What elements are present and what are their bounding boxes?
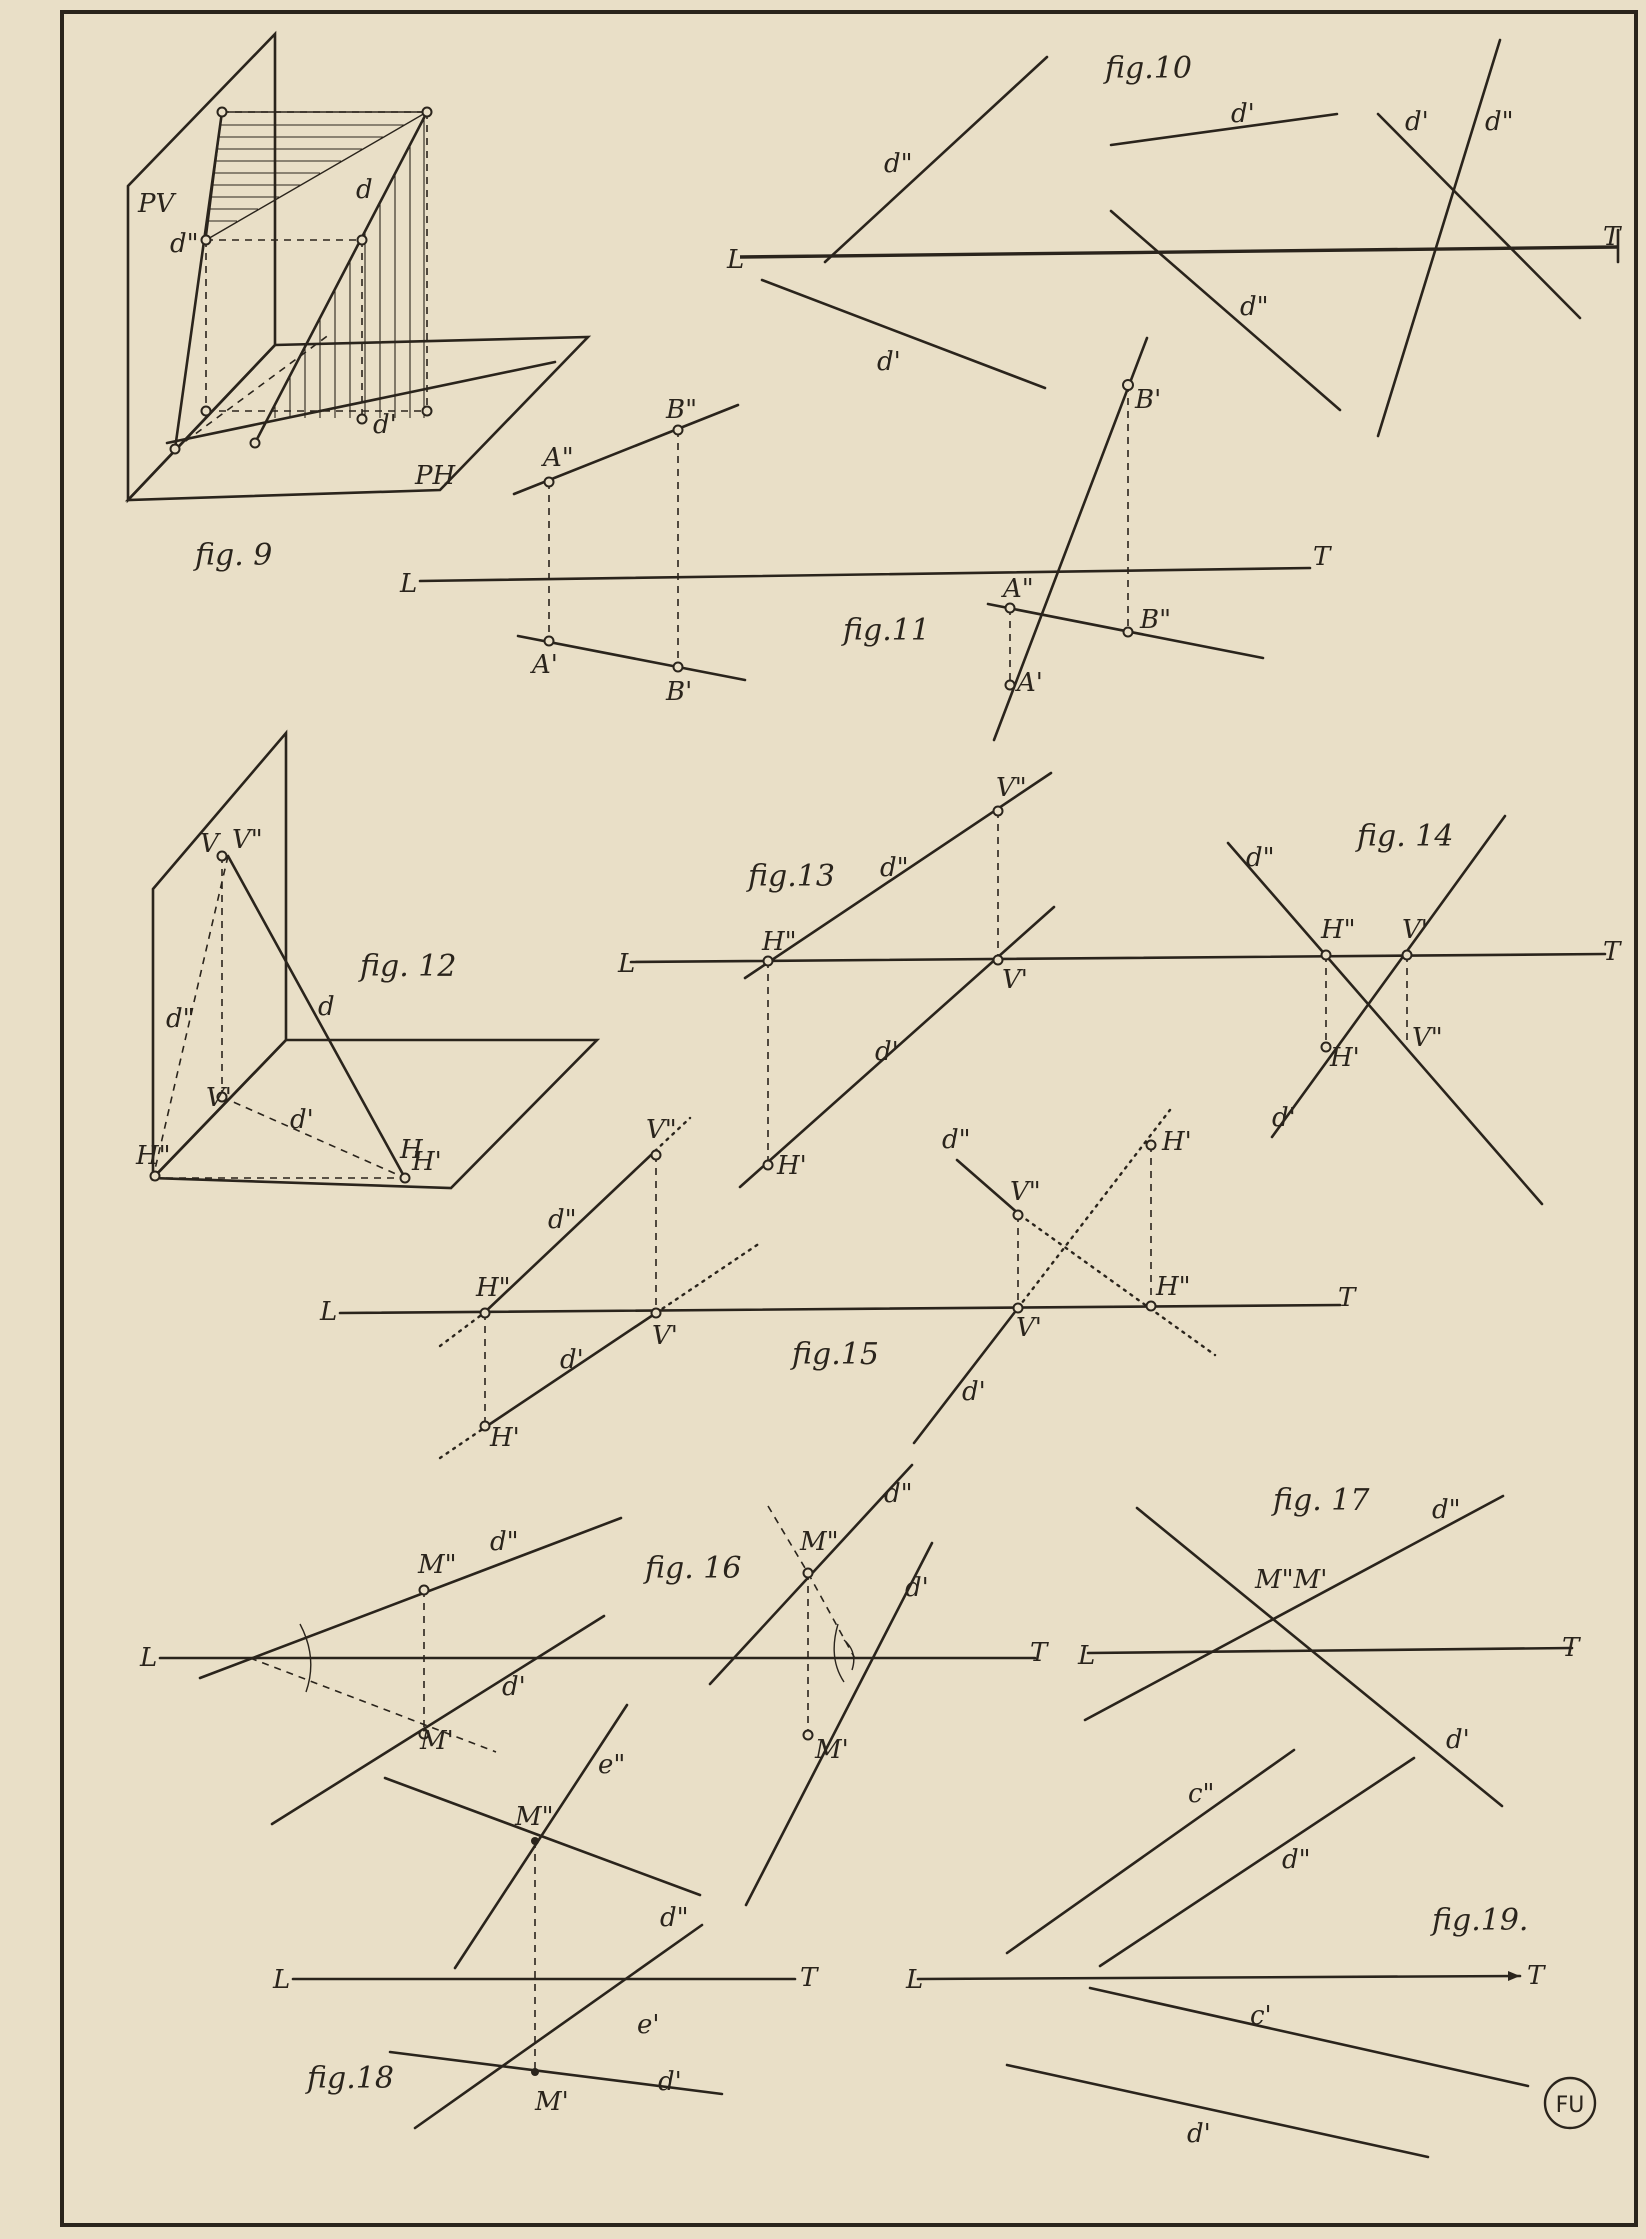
fig9-pv-label: PV xyxy=(138,189,175,219)
fig16-M1a: M' xyxy=(420,1726,454,1756)
fig14-V2: V" xyxy=(1412,1023,1443,1053)
fig17-d2: d" xyxy=(1432,1495,1461,1525)
fig18-d1: d' xyxy=(658,2067,682,2097)
fig9-d1-label: d' xyxy=(373,410,397,440)
fig19-d1: d' xyxy=(1187,2119,1211,2149)
fig9-d-label: d xyxy=(356,175,373,205)
fig11-caption: fig.11 xyxy=(843,613,930,648)
fig15-L: L xyxy=(320,1297,338,1327)
fig11-A1: A' xyxy=(532,650,558,680)
fig18-M1: M' xyxy=(535,2087,569,2117)
fig17-L: L xyxy=(1078,1641,1096,1671)
fig10-d1c: d' xyxy=(1405,107,1429,137)
fig12-V2: V" xyxy=(232,825,263,855)
fig15-V2b: V" xyxy=(1010,1177,1041,1207)
fig15-V1a: V' xyxy=(652,1321,678,1351)
fig15-H2b: H" xyxy=(1156,1272,1191,1302)
fig13-caption: fig.13 xyxy=(748,859,835,894)
fig15-d2a: d" xyxy=(548,1205,577,1235)
fig12-H1: H' xyxy=(412,1147,442,1177)
fig10-d1a: d' xyxy=(877,347,901,377)
fig11-B1: B' xyxy=(666,677,693,707)
fig18-L: L xyxy=(273,1965,291,1995)
fig10-d2a: d" xyxy=(884,149,913,179)
fig14-H2: H" xyxy=(1321,915,1356,945)
fig13-V2: V" xyxy=(996,773,1027,803)
fig14-H1: H' xyxy=(1330,1043,1360,1073)
fig16-M1b: M' xyxy=(815,1735,849,1765)
fig19-T: T xyxy=(1527,1961,1545,1991)
fig10-T: T xyxy=(1603,222,1621,252)
fig19-caption: fig.19. xyxy=(1432,1903,1529,1938)
fig14-d1: d' xyxy=(1272,1103,1296,1133)
fig9-caption: fig. 9 xyxy=(195,538,273,573)
fig18-T: T xyxy=(800,1963,818,1993)
fig17-M: M"M' xyxy=(1255,1565,1328,1595)
fig13-V1: V' xyxy=(1002,965,1028,995)
fig15-V1b: V' xyxy=(1016,1313,1042,1343)
fig11-A2: A" xyxy=(543,443,574,473)
fig18-d2: d" xyxy=(660,1903,689,1933)
fig15-d1a: d' xyxy=(560,1345,584,1375)
fig15-H2a: H" xyxy=(476,1273,511,1303)
fig16-L: L xyxy=(140,1643,158,1673)
fig13-H1: H' xyxy=(777,1151,807,1181)
fig19-d2: d" xyxy=(1282,1845,1311,1875)
fig19-L: L xyxy=(906,1965,924,1995)
fig13-L: L xyxy=(618,949,636,979)
fig13-d1: d' xyxy=(875,1037,899,1067)
fig16-d1a: d' xyxy=(502,1672,526,1702)
fig18-e2: e" xyxy=(598,1750,626,1780)
fig12-V1: V' xyxy=(206,1083,232,1113)
fig19-c1: c' xyxy=(1250,2001,1272,2031)
fig12-d1: d' xyxy=(290,1105,314,1135)
fig15-H1a: H' xyxy=(490,1423,520,1453)
fig18-M2: M" xyxy=(515,1802,554,1832)
fig18-e1: e' xyxy=(637,2010,660,2040)
fig11-A2b: A" xyxy=(1003,574,1034,604)
fig11-B1b: B' xyxy=(1135,385,1162,415)
monogram-text: FU xyxy=(1555,2093,1585,2118)
fig10-d1b: d' xyxy=(1231,99,1255,129)
fig13-H2: H" xyxy=(762,927,797,957)
fig12-H: H xyxy=(400,1135,423,1165)
fig11-B2: B" xyxy=(666,395,698,425)
fig15-H1b: H' xyxy=(1162,1127,1192,1157)
fig16-d1b: d' xyxy=(905,1573,929,1603)
fig11-T: T xyxy=(1313,542,1331,572)
fig11-B2b: B" xyxy=(1140,605,1172,635)
fig10-L: L xyxy=(727,245,745,275)
fig10-d2c: d" xyxy=(1485,107,1514,137)
fig13-d2: d" xyxy=(880,853,909,883)
fig17-caption: fig. 17 xyxy=(1273,1483,1370,1518)
fig16-caption: fig. 16 xyxy=(645,1551,742,1586)
fig11-A1b: A' xyxy=(1017,668,1043,698)
fig14-caption: fig. 14 xyxy=(1357,819,1454,854)
fig9-d2-label: d" xyxy=(170,229,199,259)
fig17-d1: d' xyxy=(1446,1725,1470,1755)
fig16-M2b: M" xyxy=(800,1527,839,1557)
fig12-d2: d" xyxy=(166,1004,195,1034)
fig19-c2: c" xyxy=(1188,1779,1215,1809)
fig15-T: T xyxy=(1338,1283,1356,1313)
fig12-H2: H" xyxy=(136,1141,171,1171)
fig12-caption: fig. 12 xyxy=(360,949,457,984)
fig12-d: d xyxy=(318,992,335,1022)
fig17-T: T xyxy=(1562,1633,1580,1663)
fig16-d2a: d" xyxy=(490,1527,519,1557)
fig14-T: T xyxy=(1603,937,1621,967)
fig12-V: V xyxy=(200,829,219,859)
fig15-d2b: d" xyxy=(942,1125,971,1155)
fig15-d1b: d' xyxy=(962,1377,986,1407)
fig10-caption: fig.10 xyxy=(1105,51,1192,86)
fig18-caption: fig.18 xyxy=(307,2061,394,2096)
fig11-L: L xyxy=(400,569,418,599)
fig14-V1: V' xyxy=(1402,915,1428,945)
fig16-T: T xyxy=(1030,1638,1048,1668)
fig15-V2a: V" xyxy=(646,1115,677,1145)
fig16-M2a: M" xyxy=(418,1550,457,1580)
fig15-caption: fig.15 xyxy=(792,1337,879,1372)
fig14-d2: d" xyxy=(1246,843,1275,873)
fig16-d2b: d" xyxy=(884,1479,913,1509)
fig9-ph-label: PH xyxy=(415,461,456,491)
fig10-d2b: d" xyxy=(1240,292,1269,322)
